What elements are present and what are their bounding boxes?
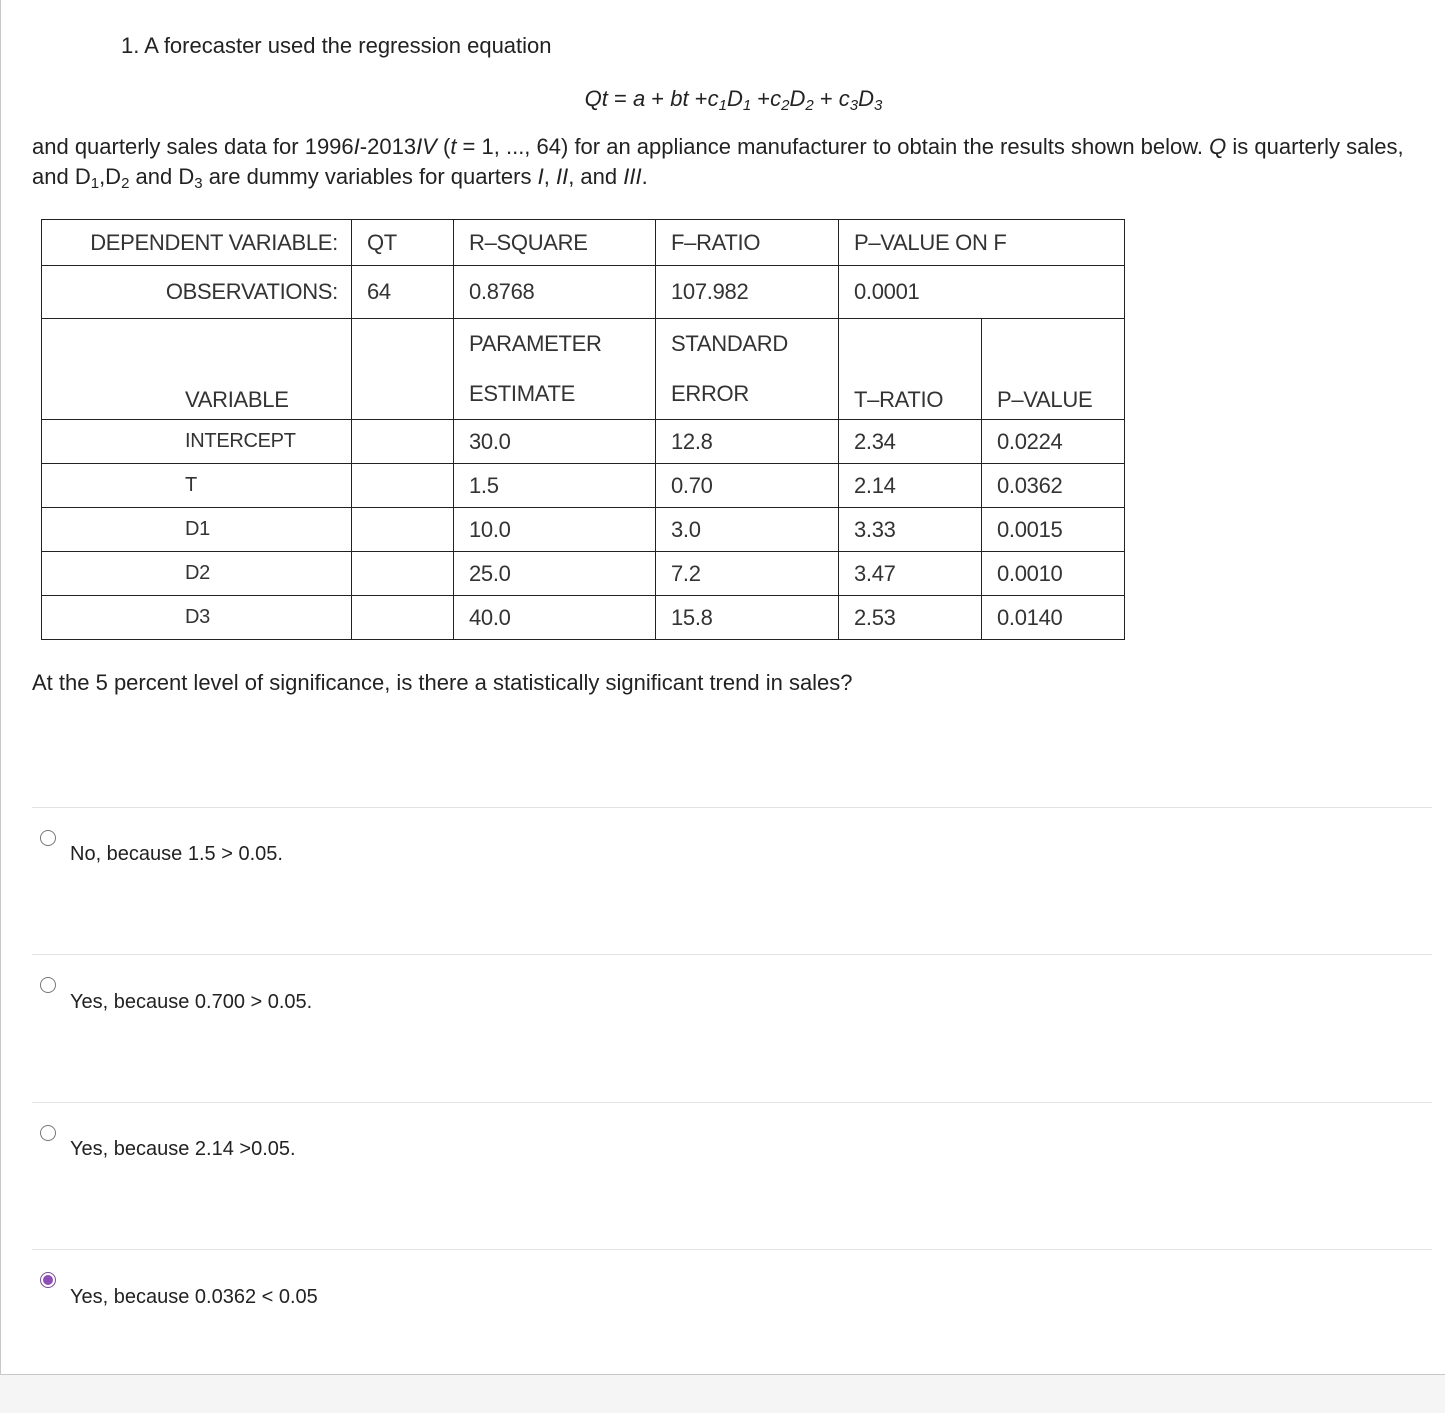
error-cell: 3.0 [656,508,839,552]
variable-cell: T [42,464,352,508]
option-divider [32,807,1432,808]
option-divider [32,1249,1432,1250]
estimate-cell: 40.0 [454,596,656,640]
empty-cell [352,596,454,640]
dependent-variable-value: QT [352,220,454,266]
table-row [42,420,1125,464]
parameter-estimate-header: PARAMETER ESTIMATE [454,319,656,420]
table-header-row [42,266,1125,319]
f-ratio-value: 107.982 [656,266,839,319]
t-ratio-cell: 2.53 [839,596,982,640]
observations-value: 64 [352,266,454,319]
r-square-value: 0.8768 [454,266,656,319]
variable-cell: INTERCEPT [42,420,352,464]
variable-cell: D3 [42,596,352,640]
column-header-row [42,319,1125,420]
p-value-header: P–VALUE [982,319,1125,420]
estimate-cell: 30.0 [454,420,656,464]
observations-label: OBSERVATIONS: [42,266,352,319]
variable-cell: D1 [42,508,352,552]
option-divider [32,954,1432,955]
regression-equation: Qt = a + bt $+c_1D_1 +c_2D_2 + c_3D_3$ [584,86,883,114]
dependent-variable-label: DEPENDENT VARIABLE: [42,220,352,266]
error-cell: 15.8 [656,596,839,640]
t-ratio-header: T–RATIO [839,319,982,420]
question-prompt: At the 5 percent level of significance, is there a statistically significant trend in sales? [32,670,853,695]
variable-cell: D2 [42,552,352,596]
radio-button[interactable] [40,977,56,993]
option-label[interactable]: Yes, because 0.0362 < 0.05 [70,1286,318,1308]
p-value-cell: 0.0010 [982,552,1125,596]
p-value-cell: 0.0362 [982,464,1125,508]
option-label[interactable]: Yes, because 0.700 > 0.05. [70,991,313,1013]
table-row [42,464,1125,508]
option-label[interactable]: No, because 1.5 > 0.05. [70,843,283,865]
empty-header-cell [352,319,454,420]
t-ratio-cell: 3.33 [839,508,982,552]
p-value-on-f-value: 0.0001 [839,266,1125,319]
t-ratio-cell: 2.14 [839,464,982,508]
empty-cell [352,552,454,596]
option-divider [32,1102,1432,1103]
radio-button-selected[interactable] [40,1272,56,1288]
p-value-cell: 0.0140 [982,596,1125,640]
p-value-cell: 0.0224 [982,420,1125,464]
empty-cell [352,508,454,552]
p-value-on-f-label: P–VALUE ON F [839,220,1125,266]
estimate-cell: 10.0 [454,508,656,552]
error-cell: 7.2 [656,552,839,596]
t-ratio-cell: 3.47 [839,552,982,596]
table-row [42,508,1125,552]
table-header-row [42,220,1125,266]
empty-cell [352,464,454,508]
r-square-label: R–SQUARE [454,220,656,266]
option-label[interactable]: Yes, because 2.14 >0.05. [70,1138,296,1160]
estimate-cell: 25.0 [454,552,656,596]
empty-cell [352,420,454,464]
regression-table [41,219,1125,640]
table-row [42,596,1125,640]
error-cell: 12.8 [656,420,839,464]
question-intro: and quarterly sales data for 1996I-2013IV (t = 1, ..., 64) for an appliance manufacturer to obtain the results shown below. Q is quarterly sales, and $D_1,D_2$ and $D_3$ are dummy variables for quarters I, II, and III. [32,134,1404,192]
radio-button[interactable] [40,830,56,846]
question-title: 1. A forecaster used the regression equation [121,33,552,58]
variable-header: VARIABLE [42,319,352,420]
standard-error-header: STANDARD ERROR [656,319,839,420]
f-ratio-label: F–RATIO [656,220,839,266]
radio-button[interactable] [40,1125,56,1141]
p-value-cell: 0.0015 [982,508,1125,552]
estimate-cell: 1.5 [454,464,656,508]
error-cell: 0.70 [656,464,839,508]
t-ratio-cell: 2.34 [839,420,982,464]
table-row [42,552,1125,596]
